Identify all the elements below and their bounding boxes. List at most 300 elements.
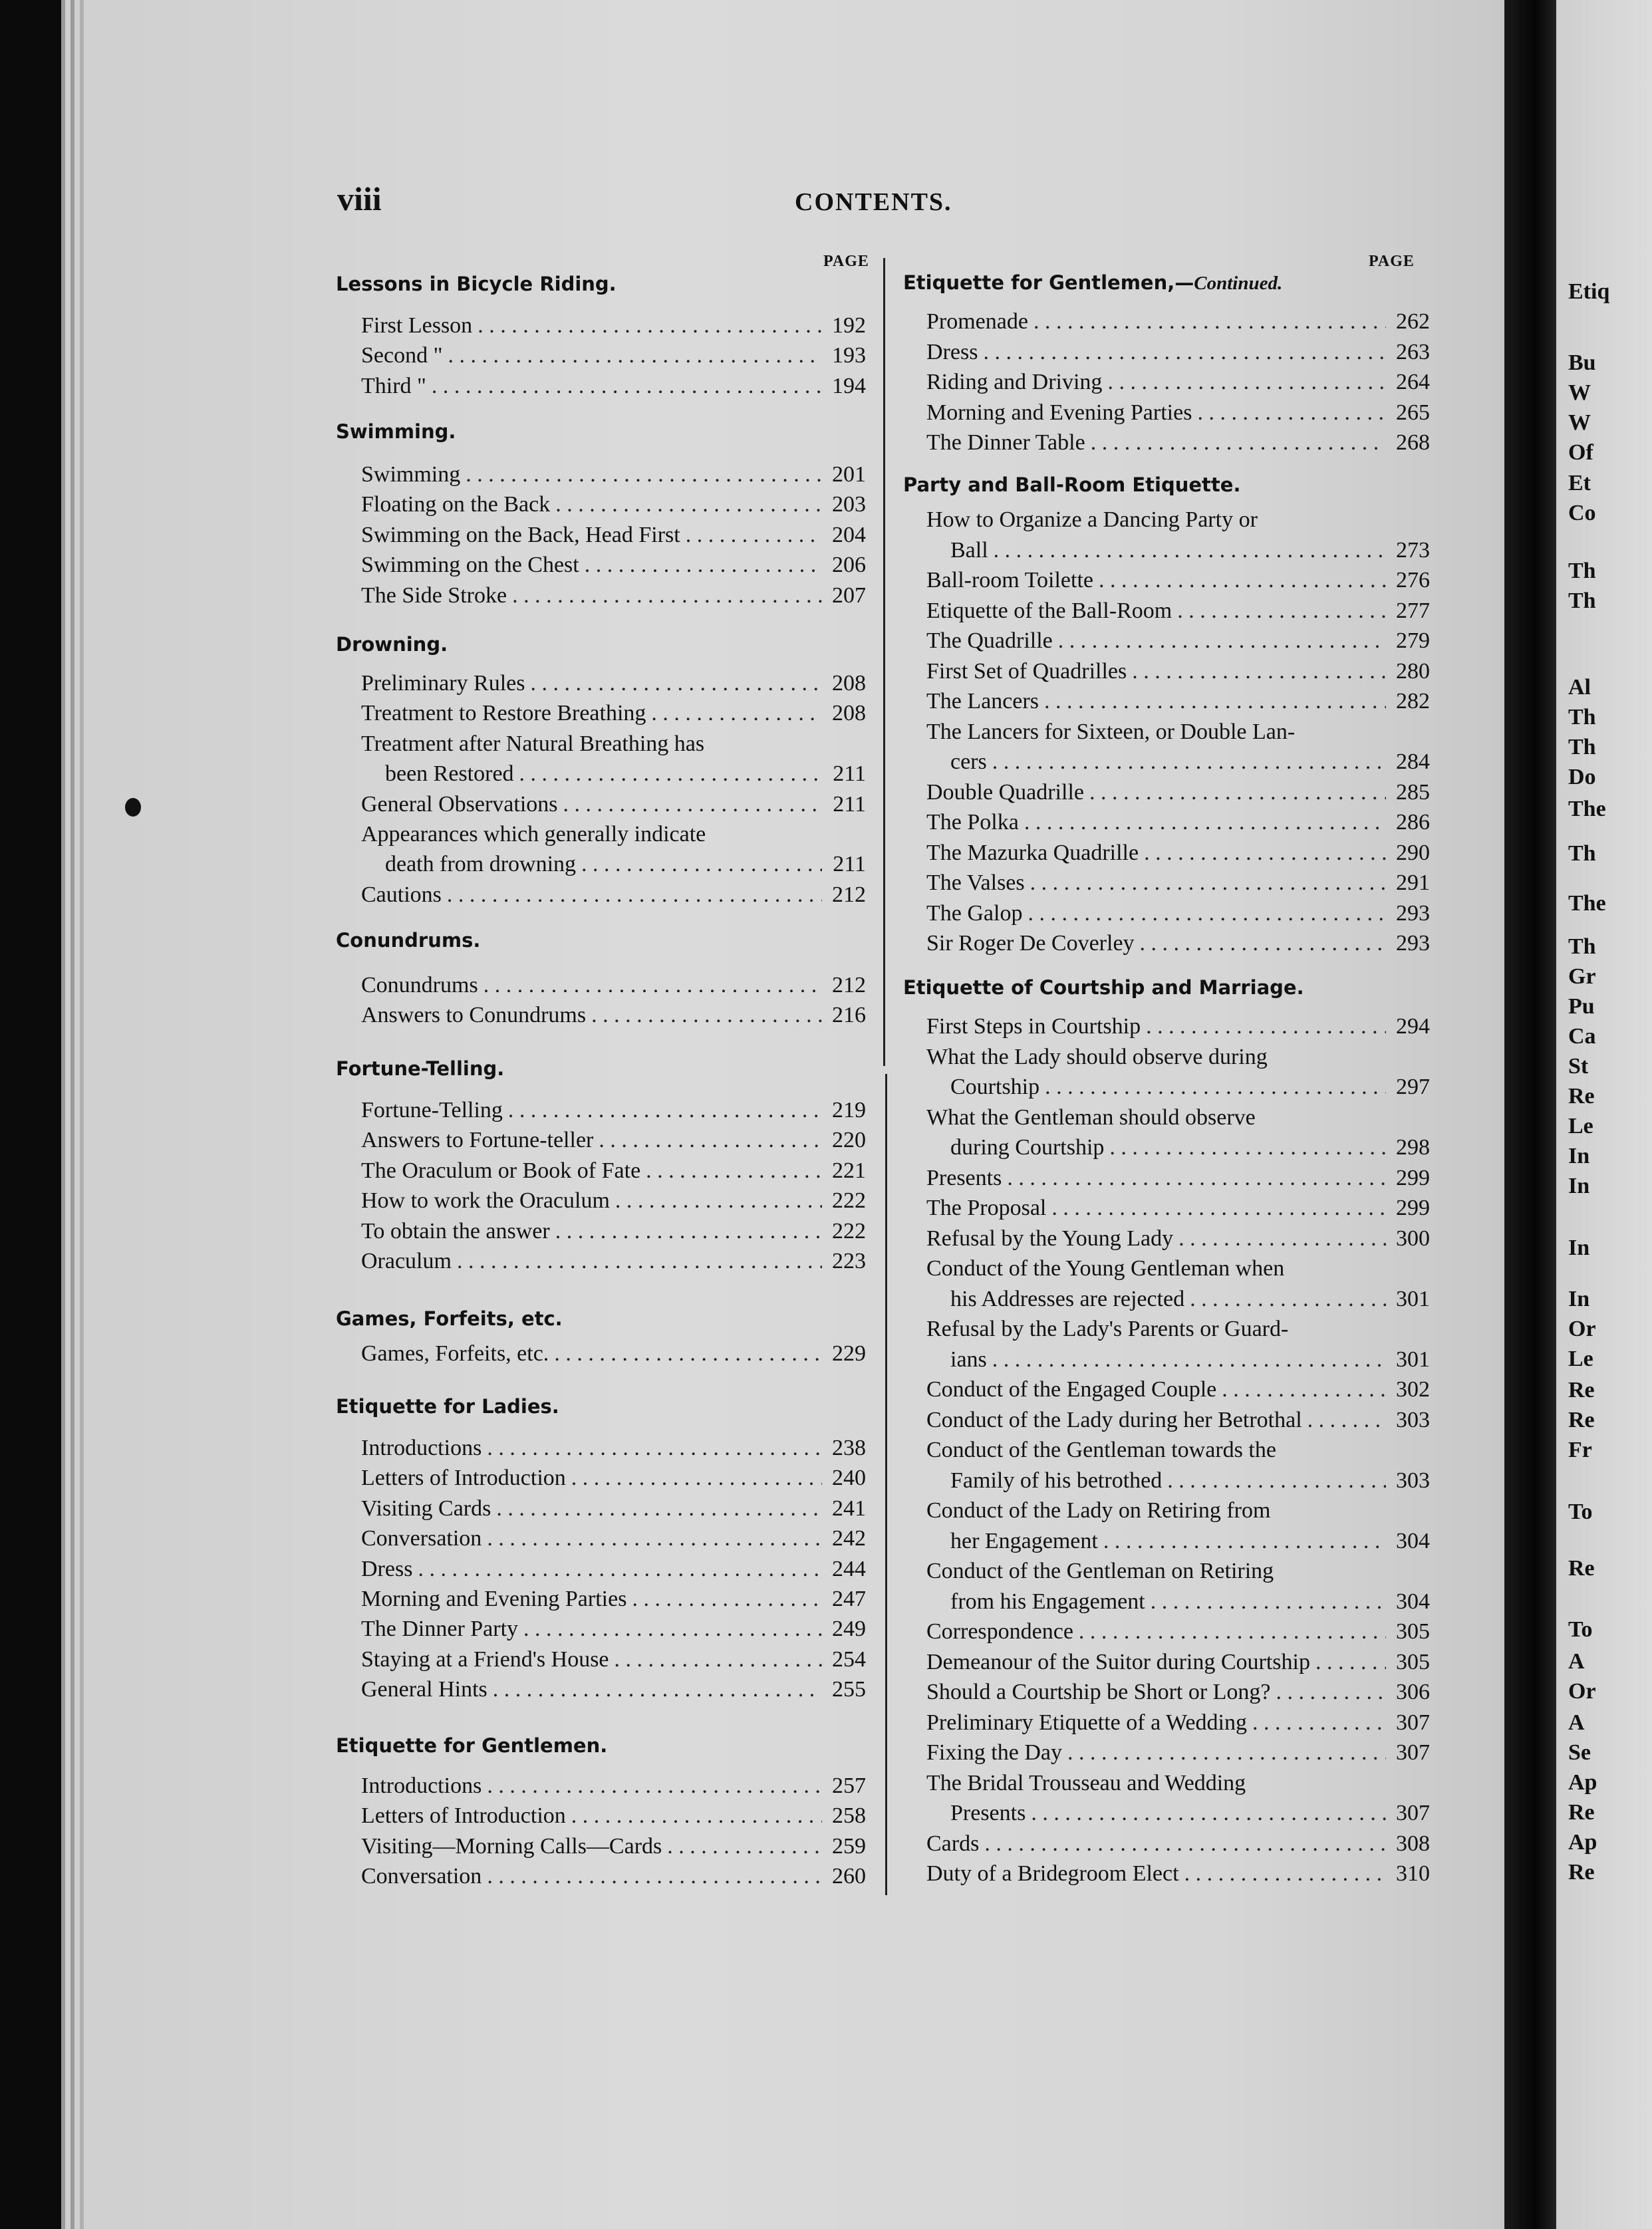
toc-page-number: 285 xyxy=(1396,779,1430,805)
toc-page-number: 264 xyxy=(1396,370,1430,394)
toc-entry-line: Appearances which generally indicate xyxy=(361,822,706,847)
page-edge xyxy=(61,0,65,2229)
facing-page-fragment: Al xyxy=(1568,675,1591,700)
dot-leader xyxy=(632,1585,822,1614)
dot-leader xyxy=(1252,1708,1386,1738)
toc-entry xyxy=(926,338,1430,367)
toc-page-number: 222 xyxy=(832,1218,866,1244)
toc-entry-title: Introductions xyxy=(361,1773,482,1798)
section-title: Games, Forfeits, etc. xyxy=(336,1307,563,1330)
toc-page-number: 299 xyxy=(1396,1165,1430,1190)
dot-leader xyxy=(992,1345,1386,1375)
toc-entry xyxy=(361,1555,866,1584)
toc-entry xyxy=(950,1073,1430,1102)
toc-entry-title: Answers to Conundrums xyxy=(361,1003,587,1028)
dot-leader xyxy=(1132,657,1386,686)
dot-leader xyxy=(1146,1012,1386,1041)
toc-entry xyxy=(926,1406,1430,1435)
toc-page-number: 268 xyxy=(1396,430,1430,455)
toc-entry xyxy=(361,581,866,610)
toc-entry xyxy=(361,1186,866,1216)
dot-leader xyxy=(599,1126,822,1155)
toc-page-number: 194 xyxy=(832,373,866,398)
dot-leader xyxy=(1315,1648,1386,1677)
facing-page-fragment: Re xyxy=(1568,1800,1595,1825)
toc-entry-title: during Courtship xyxy=(950,1135,1105,1160)
toc-entry-title: Letters of Introduction xyxy=(361,1466,566,1491)
toc-entry xyxy=(926,868,1430,898)
toc-page-number: 307 xyxy=(1396,1710,1430,1735)
toc-entry xyxy=(361,521,866,550)
toc-entry-line: Conduct of the Lady on Retiring from xyxy=(926,1498,1271,1523)
toc-entry-title: Cautions xyxy=(361,882,442,907)
toc-entry xyxy=(926,307,1430,336)
toc-entry-title: Fortune-Telling xyxy=(361,1098,503,1122)
toc-entry-title: The Lancers xyxy=(926,689,1039,714)
toc-entry xyxy=(926,808,1430,837)
toc-entry xyxy=(926,899,1430,928)
toc-entry-line: Conduct of the Gentleman on Retiring xyxy=(926,1559,1274,1583)
toc-entry xyxy=(361,1339,866,1369)
dot-leader xyxy=(530,669,822,698)
toc-entry xyxy=(361,1434,866,1463)
section-title-continued: Continued. xyxy=(1194,273,1283,294)
toc-entry-title: from his Engagement xyxy=(950,1589,1145,1614)
facing-page-fragment: Re xyxy=(1568,1408,1595,1432)
dot-leader xyxy=(667,1832,822,1861)
toc-page-number: 211 xyxy=(833,761,866,787)
toc-page-number: 247 xyxy=(832,1587,866,1611)
toc-page-number: 208 xyxy=(832,671,866,696)
dot-leader xyxy=(418,1555,822,1584)
dot-leader xyxy=(493,1675,822,1704)
toc-entry-title: Cards xyxy=(926,1831,980,1856)
toc-page-number: 308 xyxy=(1396,1831,1430,1856)
section-title: Fortune-Telling. xyxy=(336,1057,505,1080)
facing-page-fragment: Bu xyxy=(1568,350,1596,375)
toc-entry-line: Refusal by the Lady's Parents or Guard- xyxy=(926,1317,1289,1341)
column-rule xyxy=(883,258,885,1066)
toc-entry xyxy=(950,1466,1430,1496)
toc-entry xyxy=(385,759,866,789)
toc-entry-title: The Galop xyxy=(926,900,1023,926)
toc-page-number: 301 xyxy=(1396,1347,1430,1372)
toc-entry-title: death from drowning xyxy=(385,852,577,877)
toc-page-number: 286 xyxy=(1396,810,1430,835)
toc-entry-title: ians xyxy=(950,1347,987,1372)
dot-leader xyxy=(1144,839,1386,868)
toc-entry-title: The Quadrille xyxy=(926,628,1053,653)
facing-page-fragment: Le xyxy=(1568,1114,1593,1138)
toc-entry-line: What the Gentleman should observe xyxy=(926,1105,1256,1130)
toc-page-number: 265 xyxy=(1396,400,1430,425)
toc-entry-title: Presents xyxy=(950,1801,1026,1825)
dot-leader xyxy=(466,460,822,489)
toc-entry xyxy=(361,1862,866,1891)
toc-entry-title: Family of his betrothed xyxy=(950,1468,1163,1493)
toc-entry-title: The Side Stroke xyxy=(361,583,507,608)
toc-entry-title: Conversation xyxy=(361,1864,482,1889)
toc-entry xyxy=(361,1524,866,1553)
section-title: Etiquette for Gentlemen,—Continued. xyxy=(903,271,1283,294)
dot-leader xyxy=(1044,687,1386,716)
facing-page-fragment: Th xyxy=(1568,559,1596,583)
toc-page-number: 307 xyxy=(1396,1740,1430,1765)
toc-entry-title: Swimming xyxy=(361,462,461,487)
facing-page-fragment: St xyxy=(1568,1054,1589,1079)
toc-page-number: 211 xyxy=(833,791,866,817)
toc-entry-title: Introductions xyxy=(361,1436,482,1460)
toc-entry xyxy=(926,566,1430,595)
dot-leader xyxy=(1007,1164,1386,1193)
dot-leader xyxy=(1103,1527,1386,1556)
facing-page-fragment: Ap xyxy=(1568,1830,1597,1855)
toc-entry xyxy=(926,1678,1430,1707)
toc-page-number: 276 xyxy=(1396,568,1430,592)
toc-entry-title: Presents xyxy=(926,1165,1002,1190)
dot-leader xyxy=(1030,868,1386,898)
column-rule xyxy=(885,1074,887,1895)
toc-entry-title: her Engagement xyxy=(950,1528,1098,1553)
facing-page-fragment: The xyxy=(1568,891,1606,916)
dot-leader xyxy=(1028,899,1386,928)
dot-leader xyxy=(1079,1617,1386,1646)
toc-entry-title: The Dinner Table xyxy=(926,430,1085,455)
toc-entry xyxy=(361,341,866,370)
toc-entry-title: Demeanour of the Suitor during Courtship xyxy=(926,1649,1310,1674)
toc-entry-title: Second " xyxy=(361,343,443,368)
toc-entry xyxy=(950,1133,1430,1162)
toc-entry-title: Games, Forfeits, etc. xyxy=(361,1341,549,1366)
toc-page-number: 262 xyxy=(1396,309,1430,334)
toc-page-number: 244 xyxy=(832,1556,866,1581)
facing-page-fragment: Th xyxy=(1568,841,1596,866)
toc-page-number: 201 xyxy=(832,462,866,487)
toc-entry xyxy=(926,1617,1430,1646)
facing-page-fragment: Ca xyxy=(1568,1024,1596,1049)
facing-page-fragment: The xyxy=(1568,797,1606,821)
section-title: Drowning. xyxy=(336,633,448,656)
toc-entry-title: Preliminary Rules xyxy=(361,671,525,696)
toc-entry-title: Letters of Introduction xyxy=(361,1803,566,1829)
toc-entry xyxy=(950,1527,1430,1556)
dot-leader xyxy=(615,1645,822,1674)
dot-leader xyxy=(555,1217,822,1246)
toc-entry-title: Riding and Driving xyxy=(926,370,1103,394)
dot-leader xyxy=(1222,1375,1386,1404)
section-title: Swimming. xyxy=(336,420,456,443)
dot-leader xyxy=(563,790,822,819)
toc-entry-line: Conduct of the Young Gentleman when xyxy=(926,1256,1285,1281)
toc-entry xyxy=(926,398,1430,428)
toc-page-number: 229 xyxy=(832,1341,866,1366)
page-column-label: PAGE xyxy=(823,253,869,270)
dot-leader xyxy=(1197,398,1386,428)
ink-blot xyxy=(125,798,141,817)
dot-leader xyxy=(512,581,822,610)
toc-entry xyxy=(926,596,1430,626)
facing-page-fragment: Etiq xyxy=(1568,279,1610,304)
facing-page-fragment: A xyxy=(1568,1710,1585,1735)
section-title: Etiquette of Courtship and Marriage. xyxy=(903,976,1304,999)
toc-entry xyxy=(926,778,1430,807)
toc-page-number: 280 xyxy=(1396,658,1430,684)
dot-leader xyxy=(554,1339,822,1369)
dot-leader xyxy=(1109,1133,1386,1162)
section-title: Etiquette for Gentlemen. xyxy=(336,1734,608,1757)
toc-entry xyxy=(926,929,1430,958)
dot-leader xyxy=(487,1862,822,1891)
toc-page-number: 221 xyxy=(832,1158,866,1183)
toc-page-number: 290 xyxy=(1396,840,1430,865)
page-edge xyxy=(80,0,84,2229)
facing-page-fragment: In xyxy=(1568,1287,1590,1311)
dot-leader xyxy=(1024,808,1386,837)
dot-leader xyxy=(1051,1194,1386,1223)
toc-entry-title: Answers to Fortune-teller xyxy=(361,1128,594,1153)
toc-page-number: 223 xyxy=(832,1249,866,1273)
toc-page-number: 297 xyxy=(1396,1075,1430,1099)
section-title: Party and Ball-Room Etiquette. xyxy=(903,473,1241,496)
dot-leader xyxy=(983,338,1386,367)
toc-page-number: 303 xyxy=(1396,1468,1430,1493)
toc-entry-title: To obtain the answer xyxy=(361,1218,550,1244)
toc-entry xyxy=(926,1375,1430,1404)
dot-leader xyxy=(591,1001,822,1030)
toc-entry-title: The Proposal xyxy=(926,1196,1047,1220)
toc-entry-title: Staying at a Friend's House xyxy=(361,1646,609,1672)
facing-page-fragment: Do xyxy=(1568,765,1596,789)
dot-leader xyxy=(496,1494,822,1523)
toc-page-number: 254 xyxy=(832,1646,866,1672)
toc-entry-title: Conundrums xyxy=(361,973,478,997)
toc-entry-title: Preliminary Etiquette of a Wedding xyxy=(926,1710,1247,1735)
toc-entry xyxy=(361,1247,866,1276)
dot-leader xyxy=(1167,1466,1386,1496)
toc-entry-title: The Valses xyxy=(926,870,1025,895)
toc-page-number: 249 xyxy=(832,1617,866,1642)
toc-entry xyxy=(361,1675,866,1704)
toc-page-number: 257 xyxy=(832,1773,866,1798)
toc-entry xyxy=(926,1648,1430,1677)
toc-page-number: 304 xyxy=(1396,1589,1430,1614)
facing-page-fragment: In xyxy=(1568,1144,1590,1168)
section-title: Etiquette for Ladies. xyxy=(336,1395,559,1418)
toc-entry-title: The Dinner Party xyxy=(361,1617,519,1642)
toc-entry xyxy=(926,1708,1430,1738)
toc-entry-title: Ball-room Toilette xyxy=(926,568,1093,592)
toc-entry-title: Double Quadrille xyxy=(926,779,1084,805)
toc-entry-title: Third " xyxy=(361,373,426,398)
dot-leader xyxy=(1058,626,1386,656)
facing-page-fragment: Le xyxy=(1568,1347,1593,1371)
toc-entry-title: Sir Roger De Coverley xyxy=(926,931,1135,956)
toc-entry xyxy=(950,1285,1430,1314)
dot-leader xyxy=(487,1434,822,1463)
toc-page-number: 240 xyxy=(832,1466,866,1491)
toc-page-number: 211 xyxy=(833,852,866,877)
toc-entry-title: First Lesson xyxy=(361,313,473,338)
toc-page-number: 222 xyxy=(832,1188,866,1214)
toc-entry-title: Correspondence xyxy=(926,1619,1073,1644)
toc-entry xyxy=(926,1738,1430,1768)
facing-page-fragment: Gr xyxy=(1568,964,1596,989)
toc-entry-title: The Mazurka Quadrille xyxy=(926,840,1139,865)
facing-page-fragment: To xyxy=(1568,1500,1593,1524)
toc-entry xyxy=(361,699,866,728)
toc-entry xyxy=(926,1829,1430,1859)
toc-page-number: 282 xyxy=(1396,689,1430,714)
dot-leader xyxy=(1178,1224,1386,1253)
facing-page-fragment: To xyxy=(1568,1617,1593,1642)
toc-entry xyxy=(361,1156,866,1186)
toc-entry-title: been Restored xyxy=(385,761,514,787)
toc-page-number: 192 xyxy=(832,313,866,338)
toc-entry-title: Dress xyxy=(361,1556,413,1581)
dot-leader xyxy=(1184,1859,1386,1889)
toc-page-number: 203 xyxy=(832,492,866,517)
facing-page-fragment: W xyxy=(1568,410,1591,435)
dot-leader xyxy=(432,372,822,401)
toc-page-number: 241 xyxy=(832,1496,866,1521)
toc-page-number: 305 xyxy=(1396,1649,1430,1674)
toc-entry-title: Visiting—Morning Calls—Cards xyxy=(361,1833,662,1859)
dot-leader xyxy=(1089,778,1386,807)
toc-entry-title: Ball xyxy=(950,537,988,563)
toc-entry-line: The Lancers for Sixteen, or Double Lan- xyxy=(926,719,1296,744)
toc-entry-title: his Addresses are rejected xyxy=(950,1286,1185,1311)
toc-entry xyxy=(361,1001,866,1030)
toc-page-number: 300 xyxy=(1396,1226,1430,1251)
toc-entry-title: Conduct of the Engaged Couple xyxy=(926,1377,1217,1402)
dot-leader xyxy=(483,971,822,1000)
toc-entry xyxy=(926,687,1430,716)
dot-leader xyxy=(571,1464,822,1493)
dot-leader xyxy=(448,341,822,370)
toc-page-number: 284 xyxy=(1396,749,1430,774)
toc-entry xyxy=(361,1096,866,1125)
toc-entry-title: Promenade xyxy=(926,309,1028,334)
toc-page-number: 207 xyxy=(832,583,866,608)
toc-entry xyxy=(361,1494,866,1523)
toc-entry-line: The Bridal Trousseau and Wedding xyxy=(926,1770,1246,1795)
dot-leader xyxy=(1091,428,1386,458)
toc-page-number: 242 xyxy=(832,1526,866,1551)
toc-entry-title: First Set of Quadrilles xyxy=(926,658,1127,684)
dot-leader xyxy=(1190,1285,1386,1314)
facing-page-fragment: Th xyxy=(1568,589,1596,613)
section-title: Conundrums. xyxy=(336,929,481,952)
toc-entry xyxy=(361,1217,866,1246)
toc-page-number: 303 xyxy=(1396,1407,1430,1432)
toc-entry xyxy=(926,626,1430,656)
toc-entry xyxy=(926,368,1430,397)
toc-page-number: 204 xyxy=(832,522,866,547)
facing-page-fragment: A xyxy=(1568,1649,1585,1674)
toc-entry-title: Conversation xyxy=(361,1526,482,1551)
toc-entry xyxy=(950,1799,1430,1828)
toc-entry-title: Duty of a Bridegroom Elect xyxy=(926,1861,1179,1886)
facing-page-fragment: Re xyxy=(1568,1556,1595,1581)
toc-entry xyxy=(361,1464,866,1493)
facing-page-fragment: Or xyxy=(1568,1679,1596,1704)
toc-page-number: 216 xyxy=(832,1003,866,1028)
toc-page-number: 258 xyxy=(832,1803,866,1829)
dot-leader xyxy=(1099,566,1386,595)
facing-page-fragment: W xyxy=(1568,380,1591,405)
facing-page-fragment: Re xyxy=(1568,1084,1595,1109)
toc-entry xyxy=(926,1224,1430,1253)
dot-leader xyxy=(1067,1738,1386,1768)
toc-entry xyxy=(361,490,866,519)
toc-entry xyxy=(926,428,1430,458)
toc-page-number: 302 xyxy=(1396,1377,1430,1402)
toc-entry-title: Etiquette of the Ball-Room xyxy=(926,598,1172,623)
toc-entry xyxy=(926,1859,1430,1889)
toc-entry xyxy=(385,850,866,879)
facing-page-fragment: Th xyxy=(1568,705,1596,729)
toc-entry-line: Treatment after Natural Breathing has xyxy=(361,731,705,756)
toc-entry-title: cers xyxy=(950,749,987,774)
toc-page-number: 305 xyxy=(1396,1619,1430,1644)
facing-page-fragment: Et xyxy=(1568,471,1591,495)
toc-entry xyxy=(950,536,1430,565)
toc-page-number: 291 xyxy=(1396,870,1430,895)
toc-page-number: 307 xyxy=(1396,1801,1430,1825)
toc-entry-title: Morning and Evening Parties xyxy=(926,400,1192,425)
toc-page-number: 273 xyxy=(1396,537,1430,563)
dot-leader xyxy=(523,1615,822,1644)
dot-leader xyxy=(487,1524,822,1553)
running-head: CONTENTS. xyxy=(795,188,952,216)
toc-entry-title: Swimming on the Chest xyxy=(361,553,579,578)
toc-entry xyxy=(361,1126,866,1155)
toc-entry-title: Fixing the Day xyxy=(926,1740,1062,1765)
facing-page-fragment: Re xyxy=(1568,1378,1595,1402)
toc-page-number: 193 xyxy=(832,343,866,368)
toc-entry-title: Should a Courtship be Short or Long? xyxy=(926,1680,1271,1704)
toc-entry-title: The Oraculum or Book of Fate xyxy=(361,1158,641,1183)
toc-entry xyxy=(361,311,866,340)
dot-leader xyxy=(1177,596,1386,626)
toc-entry-title: Visiting Cards xyxy=(361,1496,491,1521)
dot-leader xyxy=(615,1186,822,1216)
toc-page-number: 301 xyxy=(1396,1286,1430,1311)
dot-leader xyxy=(1033,307,1386,336)
toc-page-number: 306 xyxy=(1396,1680,1430,1704)
toc-entry-line: Conduct of the Gentleman towards the xyxy=(926,1438,1276,1462)
toc-entry-title: Swimming on the Back, Head First xyxy=(361,522,680,547)
dot-leader xyxy=(447,880,822,910)
toc-entry xyxy=(361,880,866,910)
page-edge xyxy=(70,0,74,2229)
toc-page-number: 219 xyxy=(832,1098,866,1122)
dot-leader xyxy=(508,1096,822,1125)
facing-page-fragment: Co xyxy=(1568,501,1596,525)
toc-entry-title: Refusal by the Young Lady xyxy=(926,1226,1174,1251)
facing-page-fragment: Or xyxy=(1568,1317,1596,1341)
dot-leader xyxy=(581,850,822,879)
toc-page-number: 310 xyxy=(1396,1861,1430,1886)
toc-page-number: 299 xyxy=(1396,1196,1430,1220)
facing-page-fragment: Re xyxy=(1568,1860,1595,1885)
dot-leader xyxy=(984,1829,1386,1859)
toc-entry xyxy=(361,1585,866,1614)
facing-page-fragment: Pu xyxy=(1568,994,1595,1019)
dot-leader xyxy=(1151,1587,1386,1617)
toc-entry xyxy=(950,747,1430,777)
toc-entry xyxy=(926,1012,1430,1041)
